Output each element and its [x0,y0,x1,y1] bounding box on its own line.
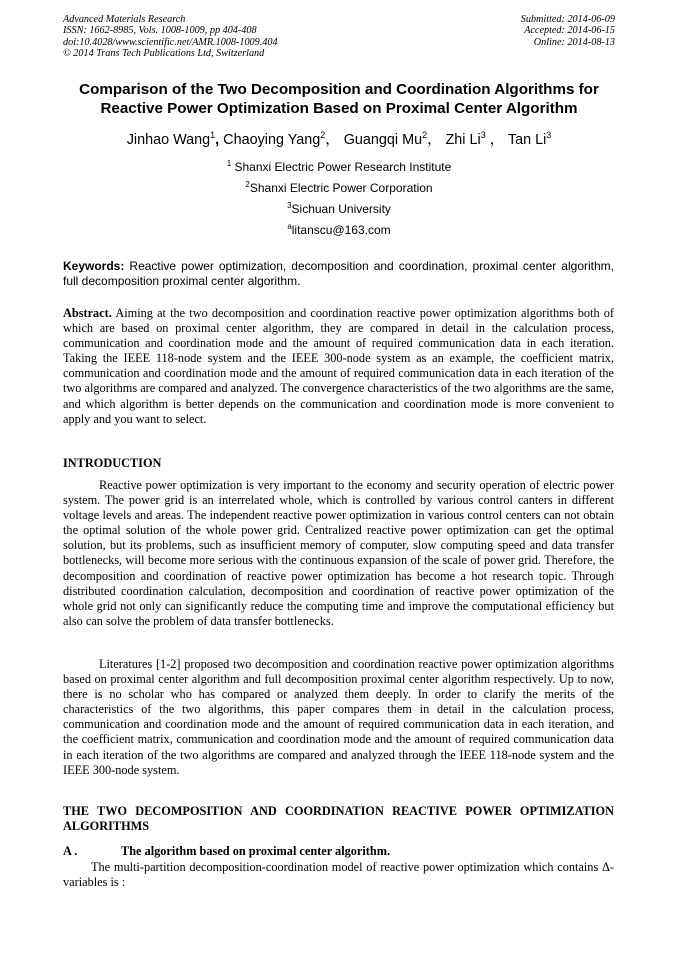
author-name: Guangqi Mu [343,132,423,148]
author-name: Zhi Li [445,132,481,148]
subsection-heading-a [63,844,614,859]
abstract-label: Abstract. [63,306,112,320]
keywords-block [63,259,614,288]
affiliation-3 [0,202,678,217]
submission-dates [521,14,615,48]
issn-line: ISSN: 1662-8985, Vols. 1008-1009, pp 404-408 [63,25,257,37]
keywords-text: Reactive power optimization, decomposition and coordination, proximal center algorithm, full decomposition proximal center algorithm. [63,259,614,288]
author-affil-mark: 2 [422,130,428,140]
author-name: Chaoying Yang [223,132,321,148]
author-separator: , [215,132,220,148]
author-affil-mark: 1 [210,130,216,140]
doi-line: doi:10.4028/www.scientific.net/AMR.1008-1009.404 [63,36,278,48]
author-affil-mark: 3 [546,130,552,140]
online-date: Online: 2014-08-13 [533,36,615,48]
keywords-label: Keywords: [63,259,125,273]
section-heading-algorithms: THE TWO DECOMPOSITION AND COORDINATION REACTIVE POWER OPTIMIZATION ALGORITHMS [63,804,614,833]
author-name: Tan Li [507,132,547,148]
author-affil-mark: 3 [480,130,486,140]
introduction-paragraph-2: Literatures [1-2] proposed two decomposition and coordination reactive power optimization algorithms based on proximal center algorithm and full decomposition proximal center algorithm respectively. Up to now, there is no scholar who has compared or analyzed them deeply. In order to clarify the merits of the characteristics of the two algorithms, this paper compares them in detail in the calculation process, communication and coordination mode and the amount of required communication data in each iteration, and the coefficient matrix, communication and coordination mode and the amount of required communication data in each iteration of the two algorithms are compared and analyzed through the IEEE 118-node system and the IEEE 300-node system. [63,657,614,777]
email-text: litanscu@163.com [291,223,391,237]
paper-title: Comparison of the Two Decomposition and Coordination Algorithms for Reactive Power Optimization Based on Proximal Center Algorithm [79,81,599,117]
section-heading-introduction: INTRODUCTION [63,456,162,470]
affiliation-mark: 2 [245,180,250,189]
author-list [0,131,678,149]
algorithm-paragraph-1: The multi-partition decomposition-coordination model of reactive power optimization which contains Δ-variables is : [63,860,614,890]
submitted-date: Submitted: 2014-06-09 [520,14,615,25]
author-separator: ， [325,132,340,148]
affiliation-mark: a [287,222,292,231]
subsection-title: The algorithm based on proximal center algorithm. [121,844,391,858]
affiliation-mark: 3 [287,201,292,210]
subsection-number: A . [63,844,78,858]
affiliation-text: Sichuan University [291,202,391,216]
author-separator: ， [485,132,505,148]
accepted-date: Accepted: 2014-06-15 [524,25,615,37]
author-email [0,223,678,238]
affiliation-text: Shanxi Electric Power Research Institute [231,160,452,174]
author-affil-mark: 2 [320,130,326,140]
abstract-text: Aiming at the two decomposition and coordination reactive power optimization algorithms both of which are based on proximal center algorithm, they are compared in detail in the calculation process, communication and coordination mode and the amount of required communication data in each iteration. Taking the IEEE 118-node system and the IEEE 300-node system as an example, the coefficient matrix, communication and coordination mode and the amount of required communication data in each iteration of the two algorithms are compared and analyzed. The convergence characteristics of the two algorithms are the same, and which algorithm is better depends on the communication and coordination mode is more convenient to apply and you want to select. [63,306,614,426]
journal-info [63,14,278,60]
affiliation-mark: 1 [226,159,232,168]
affiliation-text: Shanxi Electric Power Corporation [249,181,433,195]
introduction-paragraph-1: Reactive power optimization is very important to the economy and security operation of electric power system. The power grid is an interrelated whole, which is controlled by various control canters in different voltage levels and areas. The independent reactive power optimization in various control centers can not obtain the optimal solution of the whole power grid. Centralized reactive power optimization can get the optimal solution, but its problems, such as insufficient memory of computer, slow computing speed and data transfer bottlenecks, will become more serious with the continuous expansion of the scale of power grid. Therefore, the decomposition and coordination of reactive power optimization has become a hot research topic. Through distributed coordination calculation, decomposition and coordination of reactive power optimization of the whole grid not only can significantly reduce the computing time and improve the computational efficiency but also can solve the problem of data transfer bottlenecks. [63,478,614,628]
affiliation-1 [0,160,678,175]
affiliation-2 [0,181,678,196]
journal-name: Advanced Materials Research [63,14,186,25]
abstract-block [63,306,614,427]
author-separator: ， [427,132,442,148]
author-name: Jinhao Wang [126,132,211,148]
copyright-line: © 2014 Trans Tech Publications Ltd, Switzerland [63,48,265,60]
